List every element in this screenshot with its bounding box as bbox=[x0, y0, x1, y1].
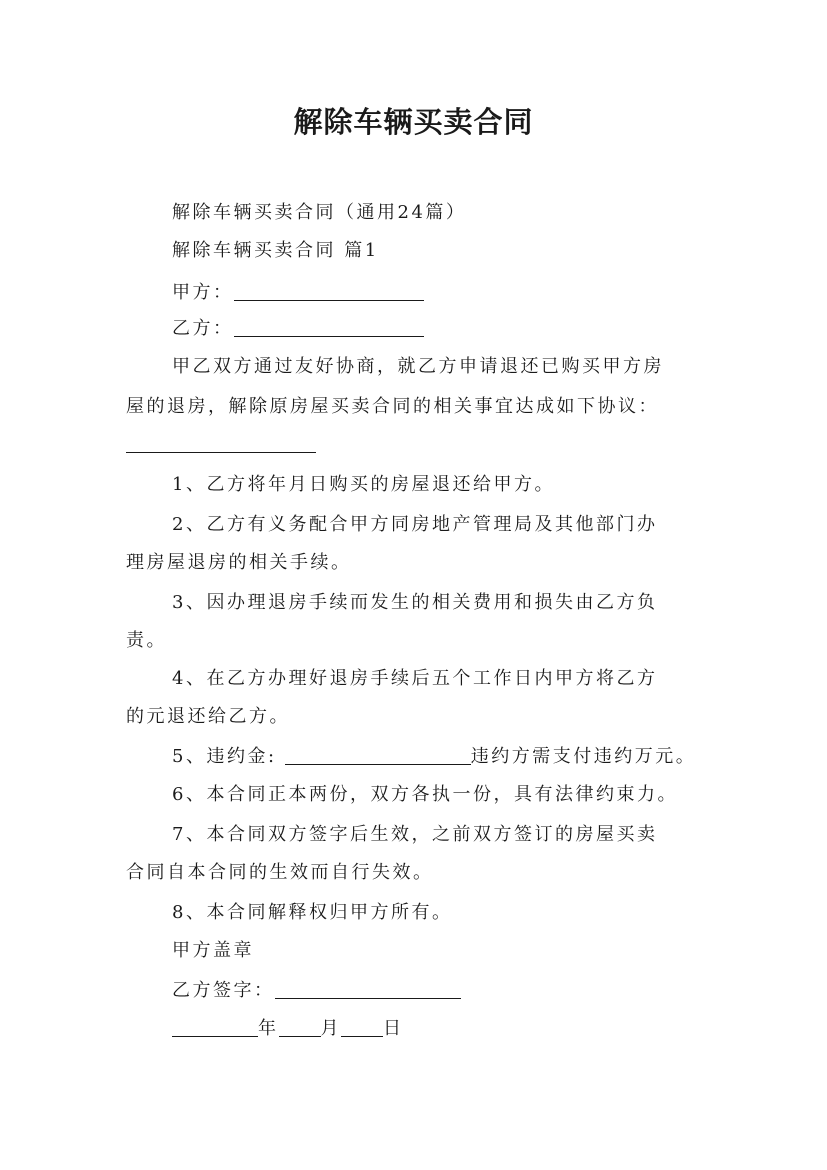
party-b-label: 乙方： bbox=[172, 318, 234, 339]
clause-4-line-1: 4、在乙方办理好退房手续后五个工作日内甲方将乙方 bbox=[172, 668, 658, 689]
intro-blank-line bbox=[126, 432, 716, 458]
clause-3-line-2: 责。 bbox=[126, 630, 167, 651]
month-blank bbox=[279, 1018, 321, 1037]
penalty-blank bbox=[285, 746, 471, 765]
clause-6: 6、本合同正本两份，双方各执一份，具有法律约束力。 bbox=[172, 784, 678, 805]
party-a-label: 甲方： bbox=[172, 282, 234, 303]
intro-paragraph-line-1: 甲乙双方通过友好协商，就乙方申请退还已购买甲方房 bbox=[172, 356, 664, 377]
intro-blank bbox=[126, 434, 316, 453]
date-month-label: 月 bbox=[320, 1018, 341, 1039]
clause-1: 1、乙方将年月日购买的房屋退还给甲方。 bbox=[172, 474, 555, 495]
date-line bbox=[172, 1016, 717, 1042]
intro-paragraph-line-2: 屋的退房，解除原房屋买卖合同的相关事宜达成如下协议： bbox=[126, 396, 659, 417]
day-blank bbox=[341, 1018, 383, 1037]
clause-5-prefix: 5、违约金: bbox=[172, 746, 277, 767]
document-title: 解除车辆买卖合同 bbox=[293, 105, 534, 139]
party-a-blank bbox=[234, 282, 424, 301]
document-subtitle: 解除车辆买卖合同（通用24篇） bbox=[172, 202, 467, 223]
year-blank bbox=[172, 1018, 258, 1037]
party-a-line bbox=[172, 280, 717, 306]
clause-8: 8、本合同解释权归甲方所有。 bbox=[172, 902, 453, 923]
clause-2-line-2: 理房屋退房的相关手续。 bbox=[126, 552, 352, 573]
clause-2-line-1: 2、乙方有义务配合甲方同房地产管理局及其他部门办 bbox=[172, 514, 658, 535]
clause-7-line-1: 7、本合同双方签字后生效，之前双方签订的房屋买卖 bbox=[172, 824, 658, 845]
clause-4-line-2: 的元退还给乙方。 bbox=[126, 706, 290, 727]
party-b-blank bbox=[234, 318, 424, 337]
clause-5 bbox=[172, 744, 717, 770]
clause-7-line-2: 合同自本合同的生效而自行失效。 bbox=[126, 862, 434, 883]
date-day-label: 日 bbox=[383, 1018, 404, 1039]
party-b-signature-blank bbox=[275, 980, 461, 999]
party-b-signature-line bbox=[172, 978, 717, 1004]
clause-5-suffix: 违约方需支付违约万元。 bbox=[470, 746, 697, 767]
party-b-signature-label: 乙方签字： bbox=[172, 980, 275, 1001]
section-heading: 解除车辆买卖合同 篇1 bbox=[172, 240, 379, 261]
party-a-seal: 甲方盖章 bbox=[172, 940, 254, 961]
date-year-label: 年 bbox=[258, 1018, 279, 1039]
party-b-line bbox=[172, 316, 717, 342]
clause-3-line-1: 3、因办理退房手续而发生的相关费用和损失由乙方负 bbox=[172, 592, 658, 613]
